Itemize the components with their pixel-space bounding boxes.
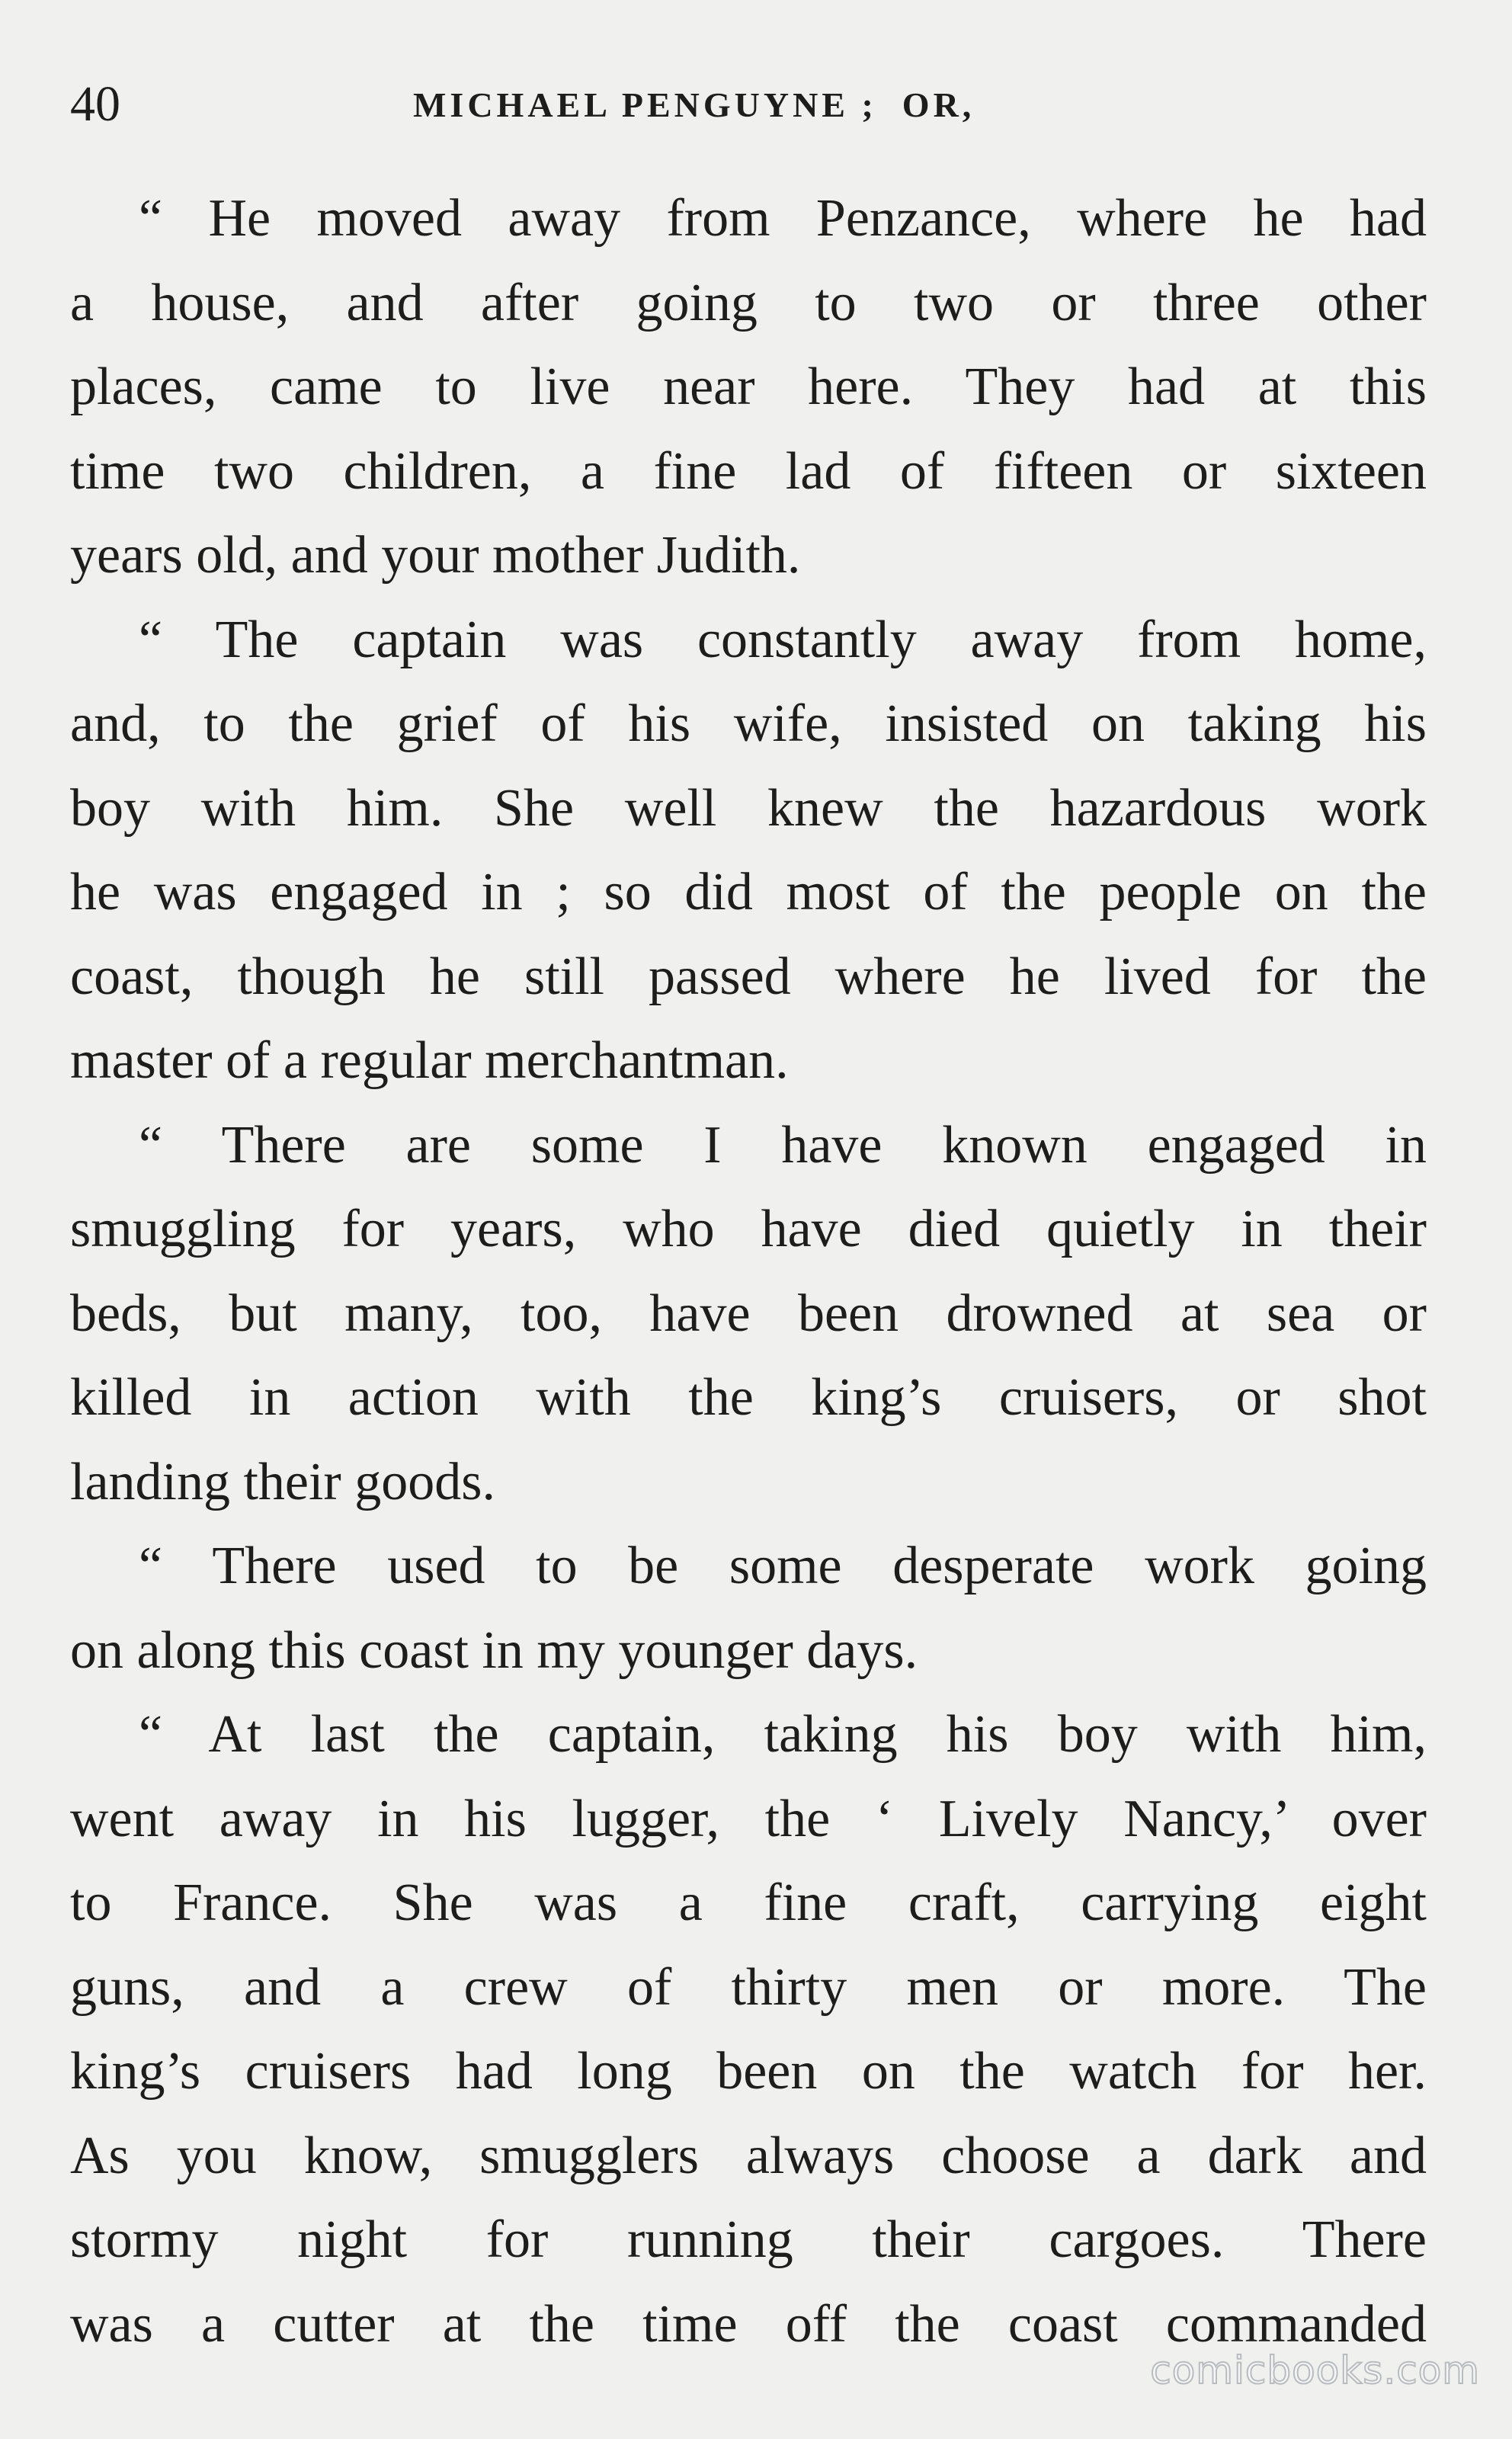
text-line: master of a regular merchantman. (70, 1031, 789, 1090)
running-title: MICHAEL PENGUYNE ; OR, (413, 85, 975, 124)
running-head (70, 70, 1427, 139)
text-line: years old, and your mother Judith. (70, 526, 801, 585)
text-line: guns, and a crew of thirty men or more. The (70, 1957, 1427, 2017)
text-line: “ He moved away from Penzance, where he had (139, 189, 1427, 248)
text-line: beds, but many, too, have been drowned at sea or (70, 1284, 1427, 1343)
text-line: smuggling for years, who have died quietly in their (70, 1200, 1427, 1258)
text-line: “ At last the captain, taking his boy with him, (139, 1705, 1427, 1764)
watermark-logo: comicbooks.com (1150, 2348, 1480, 2393)
text-line: to France. She was a fine craft, carrying eight (70, 1873, 1427, 1932)
body-text (70, 177, 1427, 2367)
text-line: As you know, smugglers always choose a dark and (70, 2126, 1427, 2185)
text-line: went away in his lugger, the ‘ Lively Nancy,’ over (70, 1789, 1427, 1848)
text-line: a house, and after going to two or three other (70, 273, 1427, 332)
text-line: on along this coast in my younger days. (70, 1620, 918, 1680)
text-line: “ There used to be some desperate work going (139, 1537, 1427, 1595)
text-line: and, to the grief of his wife, insisted on taking his (70, 694, 1427, 753)
text-line: landing their goods. (70, 1452, 495, 1511)
text-line: king’s cruisers had long been on the watch for her. (70, 2042, 1427, 2101)
text-line: time two children, a fine lad of fifteen or sixteen (70, 441, 1427, 501)
text-line: he was engaged in ; so did most of the people on the (70, 863, 1427, 921)
text-line: places, came to live near here. They had at this (70, 357, 1427, 416)
text-line: stormy night for running their cargoes. There (70, 2210, 1427, 2269)
text-line: killed in action with the king’s cruisers, or shot (70, 1368, 1427, 1427)
page-number: 40 (70, 76, 120, 132)
text-line: “ There are some I have known engaged in (139, 1115, 1427, 1175)
text-line: coast, though he still passed where he lived for the (70, 947, 1427, 1006)
text-line: boy with him. She well knew the hazardous work (70, 778, 1427, 838)
text-line: “ The captain was constantly away from home, (139, 610, 1427, 669)
text-line: was a cutter at the time off the coast commanded (70, 2294, 1427, 2354)
